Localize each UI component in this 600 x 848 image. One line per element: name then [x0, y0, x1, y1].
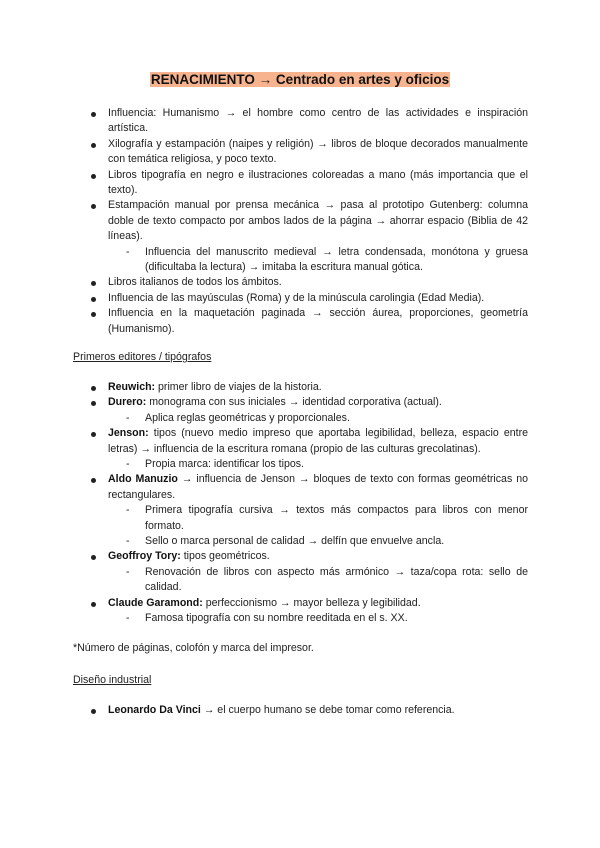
sub-list-item: - Influencia del manuscrito medieval → letra condensada, monótona y gruesa (dificultaba la lectura) → imitaba la escritura manual gótica.	[145, 245, 528, 276]
sub-list-item: - Propia marca: identificar los tipos.	[145, 457, 528, 472]
list-item: Geoffroy Tory: tipos geométricos. - Renovación de libros con aspecto más armónico → taza/copa rota: sello de calidad.	[108, 549, 528, 595]
sub-list	[108, 503, 528, 549]
renaissance-list	[108, 106, 528, 337]
sub-list	[108, 611, 528, 626]
sub-list-item: - Aplica reglas geométricas y proporcionales.	[145, 411, 528, 426]
list-item: Jenson: tipos (nuevo medio impreso que aportaba legibilidad, belleza, espacio entre letras) → influencia de la escritura romana (propio de las culturas grecolatinas). - Propia marca: identificar los tipos.	[108, 426, 528, 472]
section-heading-industrial: Diseño industrial	[73, 674, 152, 686]
sub-list	[108, 411, 528, 426]
industrial-list	[108, 703, 528, 718]
sub-list-item: - Renovación de libros con aspecto más armónico → taza/copa rota: sello de calidad.	[145, 565, 528, 596]
section-heading-editors: Primeros editores / tipógrafos	[73, 351, 212, 363]
sub-list	[108, 245, 528, 276]
list-item: Claude Garamond: perfeccionismo → mayor belleza y legibilidad. - Famosa tipografía con su nombre reeditada en el s. XX.	[108, 596, 528, 627]
sub-list-item: - Famosa tipografía con su nombre reeditada en el s. XX.	[145, 611, 528, 626]
list-item: Influencia en la maquetación paginada → sección áurea, proporciones, geometría (Humanismo).	[108, 306, 528, 337]
list-item: Influencia: Humanismo → el hombre como centro de las actividades e inspiración artística.	[108, 106, 528, 137]
list-item: Influencia de las mayúsculas (Roma) y de la minúscula carolingia (Edad Media).	[108, 291, 528, 306]
sub-list-item: - Sello o marca personal de calidad → delfín que envuelve ancla.	[145, 534, 528, 549]
list-item: Xilografía y estampación (naipes y religión) → libros de bloque decorados manualmente con temática religiosa, y poco texto.	[108, 137, 528, 168]
page-title	[0, 71, 600, 90]
list-item: Reuwich: primer libro de viajes de la historia.	[108, 380, 528, 395]
footnote: *Número de páginas, colofón y marca del impresor.	[73, 642, 314, 654]
list-item: Leonardo Da Vinci → el cuerpo humano se debe tomar como referencia.	[108, 703, 528, 718]
list-item: Libros italianos de todos los ámbitos.	[108, 275, 528, 290]
editors-list	[108, 380, 528, 627]
list-item: Durero: monograma con sus iniciales → identidad corporativa (actual). - Aplica reglas geométricas y proporcionales.	[108, 395, 528, 426]
list-item: Estampación manual por prensa mecánica → pasa al prototipo Gutenberg: columna doble de texto compacto por ambos lados de la página → ahorrar espacio (Biblia de 42 líneas). - Influencia del manuscrito medieval → letra condensada, monótona y gruesa (dificultaba la lectura) → imitaba la escritura manual gótica.	[108, 198, 528, 275]
sub-list-item: - Primera tipografía cursiva → textos más compactos para libros con menor formato.	[145, 503, 528, 534]
page-title-text: RENACIMIENTO → Centrado en artes y oficios	[150, 72, 450, 87]
sub-list	[108, 457, 528, 472]
list-item: Libros tipografía en negro e ilustraciones coloreadas a mano (más importancia que el texto).	[108, 168, 528, 199]
sub-list	[108, 565, 528, 596]
list-item: Aldo Manuzio → influencia de Jenson → bloques de texto con formas geométricas no rectangulares. - Primera tipografía cursiva → textos más compactos para libros con menor formato. - Sello o marca personal de calidad → delfín que envuelve ancla.	[108, 472, 528, 549]
